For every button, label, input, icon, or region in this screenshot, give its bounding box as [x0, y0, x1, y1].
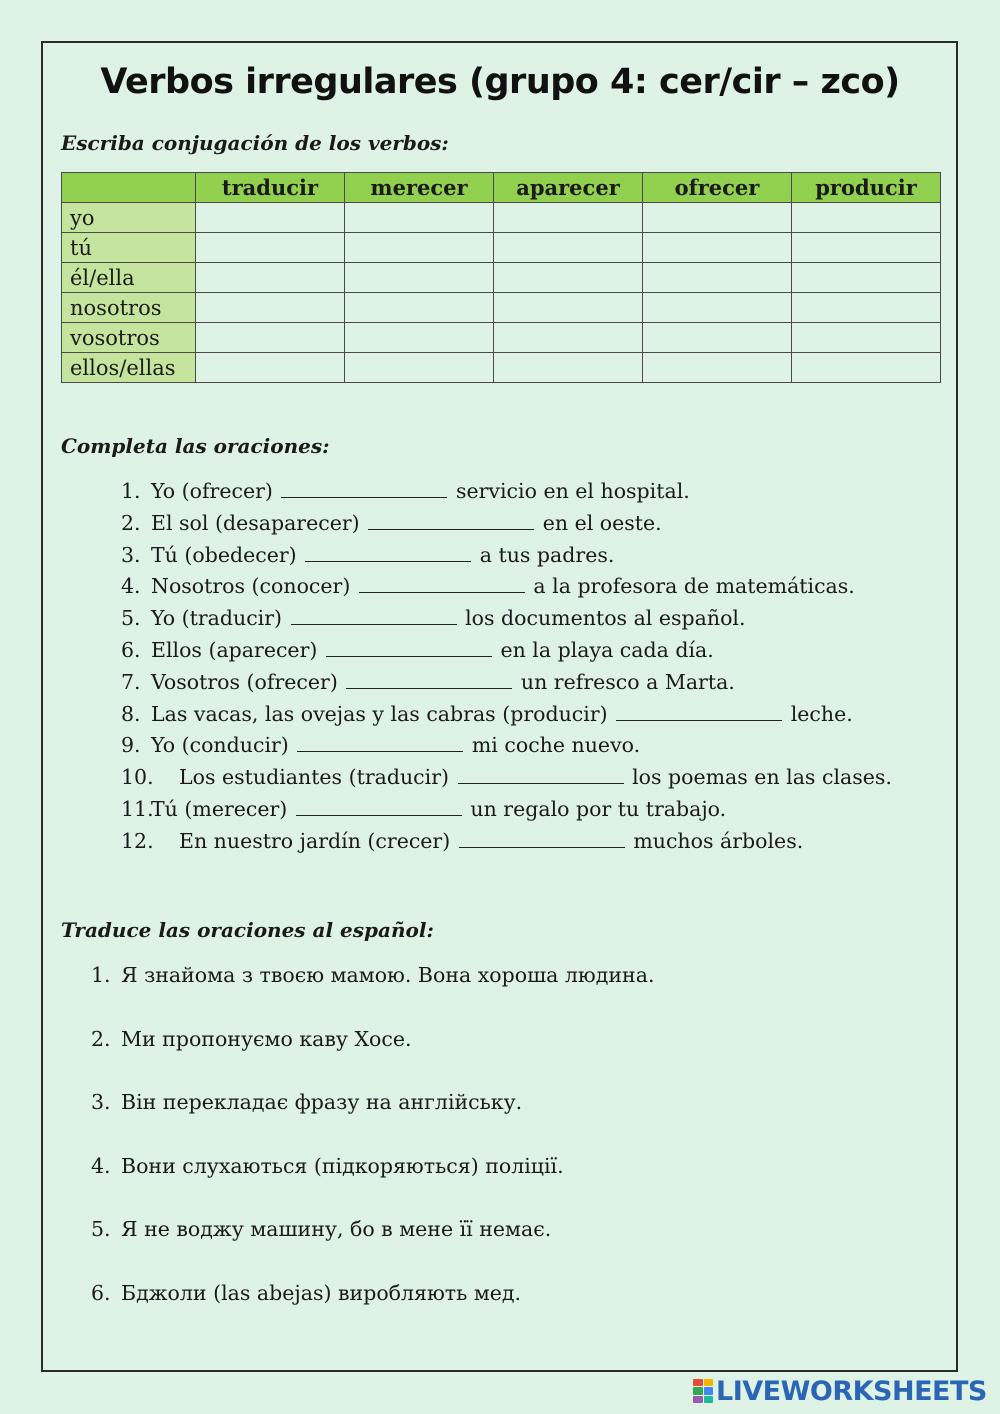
table-row: [62, 203, 941, 233]
sentence-end: un regalo por tu trabajo.: [470, 796, 727, 821]
list-item: [91, 962, 654, 1026]
answer-cell[interactable]: [792, 323, 941, 353]
answer-cell[interactable]: [792, 233, 941, 263]
item-number: 8.: [121, 701, 141, 726]
item-number: 3.: [121, 542, 141, 567]
sentence-end: los poemas en las clases.: [632, 765, 892, 790]
verb-header: aparecer: [494, 173, 643, 203]
fill-blank[interactable]: [297, 750, 463, 752]
pronoun-cell: tú: [62, 233, 196, 263]
answer-cell[interactable]: [196, 293, 345, 323]
answer-cell[interactable]: [643, 323, 792, 353]
item-number: 5.: [121, 606, 141, 631]
fill-blank[interactable]: [305, 560, 471, 562]
list-item: [121, 702, 892, 734]
list-item: [121, 543, 892, 575]
answer-cell[interactable]: [643, 233, 792, 263]
list-item: [121, 511, 892, 543]
answer-cell[interactable]: [494, 293, 643, 323]
liveworksheets-logo-icon: [693, 1379, 713, 1403]
table-corner-cell: [62, 173, 196, 203]
answer-cell[interactable]: [196, 353, 345, 383]
sentence-start: Yo (conducir): [151, 733, 289, 758]
fill-blank[interactable]: [459, 846, 625, 848]
list-item: [91, 1153, 654, 1217]
verb-header: producir: [792, 173, 941, 203]
table-header-row: [62, 173, 941, 203]
item-number: 2.: [121, 510, 141, 535]
translation-sentence: Він перекладає фразу на англійську.: [121, 1090, 523, 1115]
answer-cell[interactable]: [494, 353, 643, 383]
translation-list: [91, 962, 654, 1344]
table-row: [62, 353, 941, 383]
sentence-start: En nuestro jardín (crecer): [179, 828, 451, 853]
answer-cell[interactable]: [643, 203, 792, 233]
fill-blank[interactable]: [346, 687, 512, 689]
answer-cell[interactable]: [345, 203, 494, 233]
answer-cell[interactable]: [494, 263, 643, 293]
sentence-end: leche.: [790, 701, 853, 726]
answer-cell[interactable]: [494, 203, 643, 233]
section-heading-conjugation: Escriba conjugación de los verbos:: [61, 131, 449, 155]
list-item: [91, 1280, 654, 1344]
pronoun-cell: nosotros: [62, 293, 196, 323]
sentence-start: Yo (ofrecer): [151, 479, 273, 503]
item-number: 11.: [121, 796, 154, 821]
item-number: 10.: [121, 765, 154, 790]
sentence-end: un refresco a Marta.: [520, 669, 735, 694]
list-item: [121, 606, 892, 638]
answer-cell[interactable]: [643, 353, 792, 383]
list-item: [121, 479, 892, 511]
sentence-start: Ellos (aparecer): [151, 637, 318, 662]
section-heading-translate: Traduce las oraciones al español:: [61, 918, 434, 942]
translation-sentence: Бджоли (las abejas) виробляють мед.: [121, 1280, 522, 1305]
answer-cell[interactable]: [494, 233, 643, 263]
answer-cell[interactable]: [196, 323, 345, 353]
answer-cell[interactable]: [643, 293, 792, 323]
brand-watermark: [693, 1376, 987, 1406]
list-item: [91, 1026, 654, 1090]
list-item: [121, 765, 892, 797]
list-item: [121, 574, 892, 606]
fill-blank[interactable]: [296, 814, 462, 816]
sentence-start: Yo (traducir): [151, 606, 283, 631]
translation-sentence: Я не воджу машину, бо в мене її немає.: [121, 1217, 552, 1242]
sentence-end: en el oeste.: [542, 510, 662, 535]
sentence-end: en la playa cada día.: [500, 637, 714, 662]
sentence-end: muchos árboles.: [633, 828, 804, 853]
item-number: 4.: [91, 1153, 111, 1178]
answer-cell[interactable]: [792, 263, 941, 293]
answer-cell[interactable]: [345, 263, 494, 293]
pronoun-cell: yo: [62, 203, 196, 233]
fill-blank[interactable]: [359, 591, 525, 593]
sentence-start: Las vacas, las ovejas y las cabras (producir): [151, 701, 608, 726]
table-row: [62, 263, 941, 293]
list-item: [91, 1216, 654, 1280]
sentence-start: Tú (merecer): [151, 796, 288, 821]
answer-cell[interactable]: [792, 353, 941, 383]
answer-cell[interactable]: [196, 263, 345, 293]
item-number: 4.: [121, 574, 141, 599]
item-number: 5.: [91, 1217, 111, 1242]
item-number: 7.: [121, 669, 141, 694]
page-title: Verbos irregulares (grupo 4: cer/cir – zco): [100, 62, 900, 102]
sentence-end: servicio en el hospital.: [455, 479, 690, 503]
sentence-end: a tus padres.: [479, 542, 615, 567]
fill-blank[interactable]: [368, 528, 534, 530]
verb-header: ofrecer: [643, 173, 792, 203]
item-number: 12.: [121, 828, 154, 853]
table-row: [62, 293, 941, 323]
answer-cell[interactable]: [345, 293, 494, 323]
answer-cell[interactable]: [196, 203, 345, 233]
list-item: [91, 1089, 654, 1153]
item-number: 1.: [91, 963, 111, 987]
list-item: [121, 797, 892, 829]
sentence-end: mi coche nuevo.: [471, 733, 641, 758]
sentence-list: [121, 479, 892, 861]
item-number: 1.: [121, 479, 141, 503]
answer-cell[interactable]: [345, 323, 494, 353]
sentence-start: El sol (desaparecer): [151, 510, 360, 535]
answer-cell[interactable]: [345, 233, 494, 263]
list-item: [121, 829, 892, 861]
pronoun-cell: él/ella: [62, 263, 196, 293]
translation-sentence: Ми пропонуємо каву Хосе.: [121, 1026, 412, 1051]
answer-cell[interactable]: [494, 323, 643, 353]
section-heading-complete: Completa las oraciones:: [61, 434, 330, 458]
item-number: 6.: [91, 1280, 111, 1305]
answer-cell[interactable]: [345, 353, 494, 383]
table-row: [62, 323, 941, 353]
fill-blank[interactable]: [281, 496, 447, 498]
fill-blank[interactable]: [616, 719, 782, 721]
fill-blank[interactable]: [458, 782, 624, 784]
translation-sentence: Вони слухаються (підкоряються) поліції.: [121, 1153, 564, 1178]
answer-cell[interactable]: [196, 233, 345, 263]
item-number: 9.: [121, 733, 141, 758]
sentence-end: a la profesora de matemáticas.: [533, 574, 855, 599]
item-number: 3.: [91, 1090, 111, 1115]
verb-header: merecer: [345, 173, 494, 203]
sentence-start: Los estudiantes (traducir): [179, 765, 450, 790]
pronoun-cell: ellos/ellas: [62, 353, 196, 383]
list-item: [121, 733, 892, 765]
list-item: [121, 670, 892, 702]
table-row: [62, 233, 941, 263]
sentence-start: Tú (obedecer): [151, 542, 297, 567]
answer-cell[interactable]: [792, 293, 941, 323]
conjugation-table: [61, 172, 941, 383]
sentence-start: Nosotros (conocer): [151, 574, 351, 599]
verb-header: traducir: [196, 173, 345, 203]
fill-blank[interactable]: [326, 655, 492, 657]
item-number: 2.: [91, 1026, 111, 1051]
answer-cell[interactable]: [643, 263, 792, 293]
sentence-end: los documentos al español.: [465, 606, 746, 631]
translation-sentence: Я знайома з твоєю мамою. Вона хороша людина.: [121, 963, 655, 987]
list-item: [121, 638, 892, 670]
item-number: 6.: [121, 637, 141, 662]
brand-text: LIVEWORKSHEETS: [716, 1375, 987, 1407]
answer-cell[interactable]: [792, 203, 941, 233]
sentence-start: Vosotros (ofrecer): [151, 669, 338, 694]
fill-blank[interactable]: [291, 623, 457, 625]
pronoun-cell: vosotros: [62, 323, 196, 353]
